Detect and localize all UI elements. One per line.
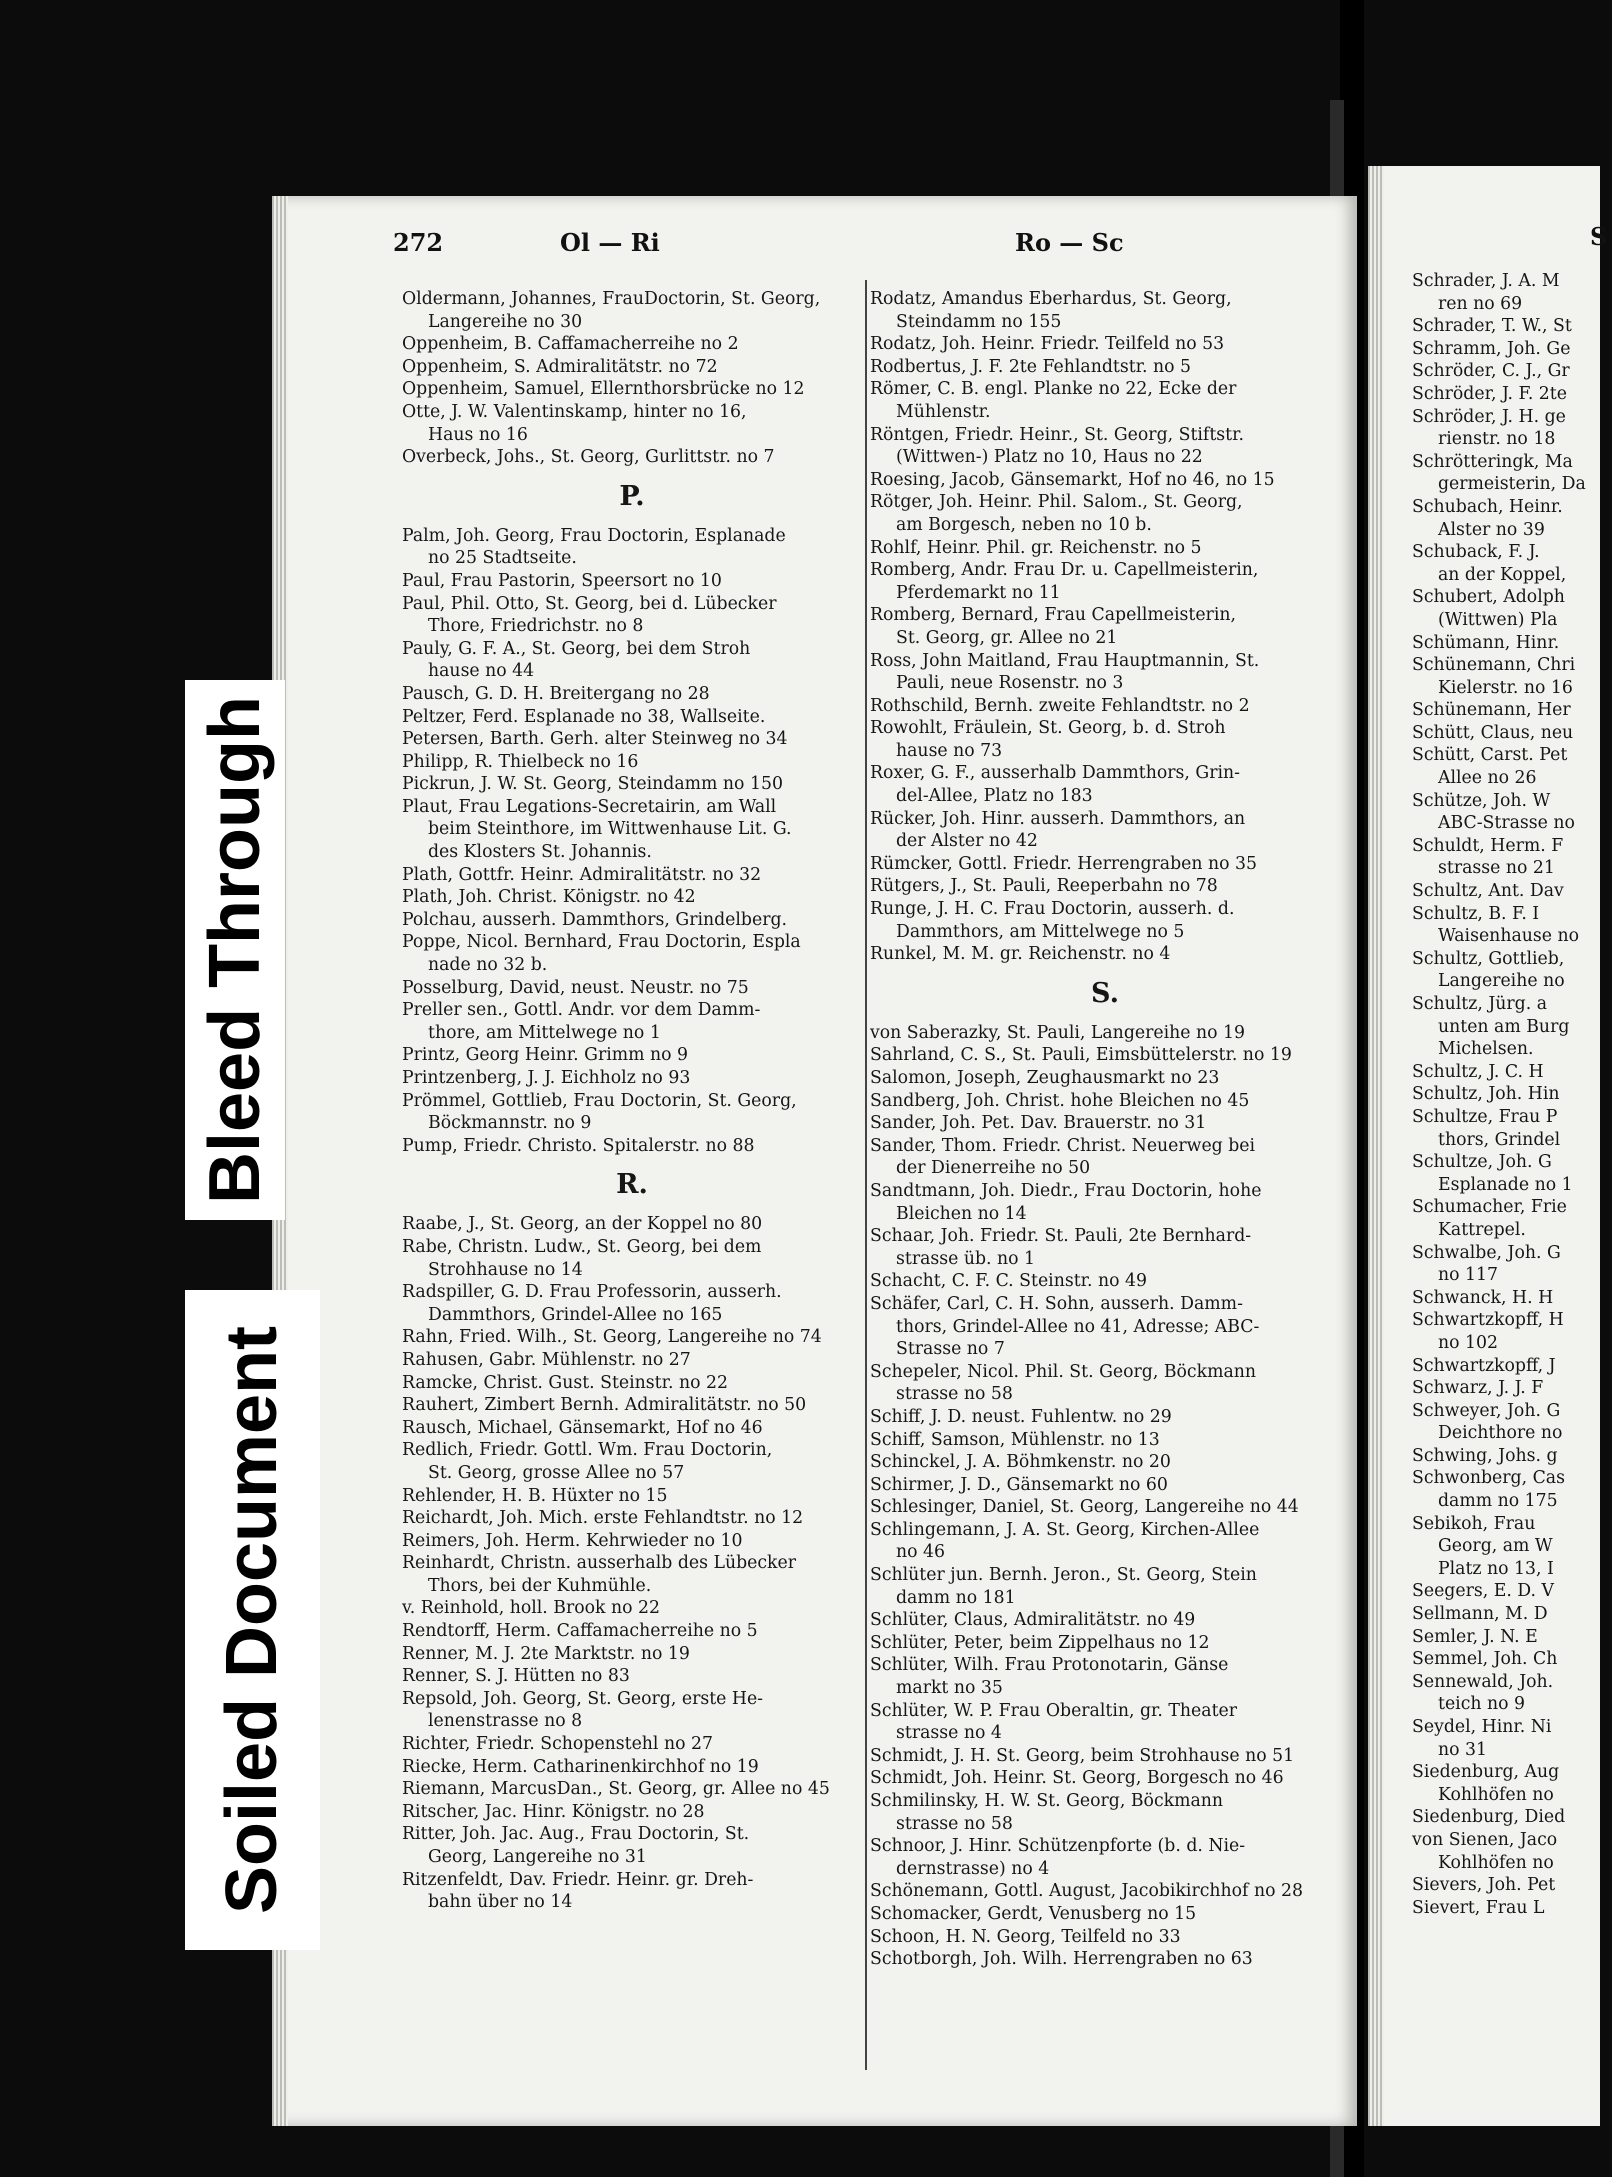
directory-entry: Runge, J. H. C. Frau Doctorin, ausserh. d. xyxy=(870,899,1235,920)
directory-entry: Schlüter, Claus, Admiralitätstr. no 49 xyxy=(870,1610,1196,1631)
directory-entry: Schultz, J. C. H xyxy=(1412,1061,1544,1082)
directory-entry: Poppe, Nicol. Bernhard, Frau Doctorin, Espla xyxy=(402,932,801,953)
directory-entry: Sander, Joh. Pet. Dav. Brauerstr. no 31 xyxy=(870,1113,1207,1134)
directory-entry-continuation: damm no 181 xyxy=(896,1587,1016,1608)
directory-entry: Peltzer, Ferd. Esplanade no 38, Wallseite. xyxy=(402,706,766,727)
directory-entry: Schotborgh, Joh. Wilh. Herrengraben no 63 xyxy=(870,1949,1253,1970)
directory-entry: Schinckel, J. A. Böhmkenstr. no 20 xyxy=(870,1452,1171,1473)
directory-entry: Schuback, F. J. xyxy=(1412,542,1540,563)
directory-entry: Sahrland, C. S., St. Pauli, Eimsbüttelerstr. no 19 xyxy=(870,1045,1292,1066)
directory-entry: Rodatz, Amandus Eberhardus, St. Georg, xyxy=(870,289,1232,309)
directory-entry-continuation: strasse no 58 xyxy=(896,1384,1013,1405)
directory-entry: Radspiller, G. D. Frau Professorin, ausserh. xyxy=(402,1282,782,1303)
directory-entry: Schwing, Johs. g xyxy=(1412,1445,1558,1466)
directory-entry: Schlingemann, J. A. St. Georg, Kirchen-Allee xyxy=(870,1519,1260,1540)
directory-entry: Schütt, Carst. Pet xyxy=(1412,745,1568,766)
directory-entry-continuation: Pauli, neue Rosenstr. no 3 xyxy=(896,673,1124,694)
directory-entry: Paul, Phil. Otto, St. Georg, bei d. Lübecker xyxy=(402,593,777,614)
directory-entry: Rahusen, Gabr. Mühlenstr. no 27 xyxy=(402,1349,691,1370)
directory-entry: Schrötteringk, Ma xyxy=(1412,451,1573,472)
directory-entry: Schultz, Jürg. a xyxy=(1412,994,1548,1014)
directory-entry: Schrader, T. W., St xyxy=(1412,316,1572,337)
directory-entry: Pickrun, J. W. St. Georg, Steindamm no 150 xyxy=(402,774,783,795)
directory-entry: Schwartzkopff, H xyxy=(1412,1310,1564,1331)
directory-entry: Schumacher, Frie xyxy=(1412,1197,1567,1218)
next-page-running-header: S xyxy=(1590,222,1608,251)
soiled-document-text: Soiled Document xyxy=(212,1325,293,1915)
directory-entry-continuation: del-Allee, Platz no 183 xyxy=(896,786,1093,807)
directory-entry: Richter, Friedr. Schopenstehl no 27 xyxy=(402,1734,713,1755)
directory-entry: Schultz, Gottlieb, xyxy=(1412,948,1565,969)
directory-entry-continuation: Deichthore no xyxy=(1438,1423,1563,1444)
directory-entry: Oldermann, Johannes, FrauDoctorin, St. Georg, xyxy=(402,289,821,309)
directory-entry-continuation: rienstr. no 18 xyxy=(1438,429,1556,450)
directory-entry-continuation: teich no 9 xyxy=(1438,1694,1526,1715)
directory-entry: Semler, J. N. E xyxy=(1412,1626,1538,1647)
directory-entry-continuation: Platz no 13, I xyxy=(1438,1558,1554,1579)
directory-entry: Oppenheim, Samuel, Ellernthorsbrücke no 12 xyxy=(402,379,805,400)
directory-entry-continuation: no 46 xyxy=(896,1542,946,1563)
directory-entry: Schmilinsky, H. W. St. Georg, Böckmann xyxy=(870,1791,1224,1811)
directory-entry: Seydel, Hinr. Ni xyxy=(1412,1717,1552,1737)
directory-entry: von Sienen, Jaco xyxy=(1412,1829,1558,1850)
directory-entry: Renner, M. J. 2te Marktstr. no 19 xyxy=(402,1643,690,1664)
directory-entry-continuation: Dammthors, Grindel-Allee no 165 xyxy=(428,1304,723,1325)
directory-entry: Schultz, Joh. Hin xyxy=(1412,1084,1560,1105)
directory-entry: Petersen, Barth. Gerh. alter Steinweg no 34 xyxy=(402,729,788,750)
directory-entry-continuation: Thore, Friedrichstr. no 8 xyxy=(428,616,644,637)
directory-entry: Schubert, Adolph xyxy=(1412,587,1565,608)
directory-entry: Schoon, H. N. Georg, Teilfeld no 33 xyxy=(870,1926,1181,1947)
directory-entry-continuation: Georg, am W xyxy=(1438,1536,1553,1557)
directory-entry: Ritzenfeldt, Dav. Friedr. Heinr. gr. Dreh- xyxy=(402,1869,754,1890)
directory-entry-continuation: Bleichen no 14 xyxy=(896,1203,1027,1224)
directory-entry: Sievert, Frau L xyxy=(1412,1897,1545,1918)
directory-entry: Schultz, Ant. Dav xyxy=(1412,881,1564,902)
directory-entry-continuation: Mühlenstr. xyxy=(896,401,991,422)
directory-entry-continuation: Thors, bei der Kuhmühle. xyxy=(428,1575,652,1596)
directory-entry: Raabe, J., St. Georg, an der Koppel no 80 xyxy=(402,1214,763,1235)
directory-column-left xyxy=(402,288,862,1914)
directory-entry: Schönemann, Gottl. August, Jacobikirchhof no 28 xyxy=(870,1881,1303,1902)
directory-entry-continuation: des Klosters St. Johannis. xyxy=(428,842,652,863)
directory-entry-continuation: unten am Burg xyxy=(1438,1016,1570,1037)
directory-entry: Romberg, Andr. Frau Dr. u. Capellmeisterin, xyxy=(870,560,1259,581)
directory-entry: Pump, Friedr. Christo. Spitalerstr. no 88 xyxy=(402,1135,755,1156)
directory-entry: Reimers, Joh. Herm. Kehrwieder no 10 xyxy=(402,1530,743,1551)
directory-entry: Schweyer, Joh. G xyxy=(1412,1400,1561,1421)
directory-entry: Reinhardt, Christn. ausserhalb des Lübecker xyxy=(402,1553,797,1574)
bleed-through-label xyxy=(185,680,285,1220)
directory-entry: Schröder, J. H. ge xyxy=(1412,406,1566,427)
directory-entry: Ramcke, Christ. Gust. Steinstr. no 22 xyxy=(402,1372,728,1393)
directory-entry: Polchau, ausserh. Dammthors, Grindelberg. xyxy=(402,909,788,930)
directory-entry: Schlüter, Wilh. Frau Protonotarin, Gänse xyxy=(870,1655,1229,1676)
directory-entry: Plath, Joh. Christ. Königstr. no 42 xyxy=(402,887,696,908)
directory-entry: Seegers, E. D. V xyxy=(1412,1581,1555,1602)
directory-entry: Schäfer, Carl, C. H. Sohn, ausserh. Damm- xyxy=(870,1293,1243,1314)
directory-entry-continuation: Strohhause no 14 xyxy=(428,1259,583,1280)
directory-entry: Rabe, Christn. Ludw., St. Georg, bei dem xyxy=(402,1236,762,1257)
directory-entry: Roxer, G. F., ausserhalb Dammthors, Grin- xyxy=(870,763,1240,784)
directory-entry-continuation: Waisenhause no xyxy=(1438,926,1580,947)
directory-entry-continuation: bahn über no 14 xyxy=(428,1892,573,1913)
directory-entry-continuation: no 117 xyxy=(1438,1265,1499,1286)
directory-entry: Rauhert, Zimbert Bernh. Admiralitätstr. no 50 xyxy=(402,1395,807,1416)
directory-entry-continuation: germeisterin, Da xyxy=(1438,474,1586,495)
directory-entry-continuation: der Dienerreihe no 50 xyxy=(896,1158,1091,1179)
directory-entry: Schaar, Joh. Friedr. St. Pauli, 2te Bernhard- xyxy=(870,1226,1252,1247)
directory-entry: Ritscher, Jac. Hinr. Königstr. no 28 xyxy=(402,1801,705,1822)
directory-entry: Schröder, C. J., Gr xyxy=(1412,361,1570,382)
directory-entry: Plaut, Frau Legations-Secretairin, am Wall xyxy=(402,796,777,817)
directory-entry: Plath, Gottfr. Heinr. Admiralitätstr. no 32 xyxy=(402,864,762,885)
directory-entry-continuation: am Borgesch, neben no 10 b. xyxy=(896,514,1152,535)
directory-entry: Siedenburg, Died xyxy=(1412,1807,1566,1828)
directory-entry-continuation: ABC-Strasse no xyxy=(1438,813,1575,834)
directory-column-next-page xyxy=(1412,270,1612,1919)
directory-entry-continuation: Strasse no 7 xyxy=(896,1339,1005,1360)
directory-entry: Schümann, Hinr. xyxy=(1412,632,1560,653)
directory-entry: Schlüter, W. P. Frau Oberaltin, gr. Theater xyxy=(870,1700,1238,1721)
directory-entry: Roesing, Jacob, Gänsemarkt, Hof no 46, no 15 xyxy=(870,469,1275,490)
directory-entry-continuation: Böckmannstr. no 9 xyxy=(428,1113,592,1134)
directory-entry-continuation: strasse no 58 xyxy=(896,1813,1013,1834)
directory-entry-continuation: Langereihe no 30 xyxy=(428,311,583,332)
directory-entry: Schiff, J. D. neust. Fuhlentw. no 29 xyxy=(870,1406,1172,1427)
directory-entry-continuation: beim Steinthore, im Wittwenhause Lit. G. xyxy=(428,819,792,840)
directory-entry: Repsold, Joh. Georg, St. Georg, erste He- xyxy=(402,1688,764,1709)
directory-entry: Schwartzkopff, J xyxy=(1412,1355,1556,1376)
directory-entry: Sievers, Joh. Pet xyxy=(1412,1875,1556,1896)
directory-entry: Romberg, Bernard, Frau Capellmeisterin, xyxy=(870,605,1236,626)
directory-entry: Schwonberg, Cas xyxy=(1412,1468,1565,1489)
directory-entry: Schütze, Joh. W xyxy=(1412,790,1551,811)
directory-entry: Palm, Joh. Georg, Frau Doctorin, Esplanade xyxy=(402,525,786,546)
directory-entry: Redlich, Friedr. Gottl. Wm. Frau Doctorin, xyxy=(402,1440,773,1461)
directory-entry: Schröder, J. F. 2te xyxy=(1412,383,1567,404)
page-number: 272 xyxy=(393,228,444,257)
directory-entry-continuation: strasse üb. no 1 xyxy=(896,1248,1036,1269)
directory-entry: Ritter, Joh. Jac. Aug., Frau Doctorin, St. xyxy=(402,1824,750,1845)
directory-entry-continuation: Langereihe no xyxy=(1438,971,1565,992)
directory-entry: Schnoor, J. Hinr. Schützenpforte (b. d. Nie- xyxy=(870,1836,1246,1857)
directory-entry: Rehlender, H. B. Hüxter no 15 xyxy=(402,1485,668,1506)
directory-entry: Reichardt, Joh. Mich. erste Fehlandtstr. no 12 xyxy=(402,1508,804,1529)
directory-entry: Rausch, Michael, Gänsemarkt, Hof no 46 xyxy=(402,1417,763,1438)
directory-entry: Otte, J. W. Valentinskamp, hinter no 16, xyxy=(402,401,747,422)
right-page-edge xyxy=(1368,166,1384,2126)
directory-entry: Sander, Thom. Friedr. Christ. Neuerweg bei xyxy=(870,1135,1256,1156)
directory-entry: Schuldt, Herm. F xyxy=(1412,835,1564,856)
directory-entry-continuation: lenenstrasse no 8 xyxy=(428,1711,583,1732)
column-divider xyxy=(865,280,867,2070)
directory-entry: Rendtorff, Herm. Caffamacherreihe no 5 xyxy=(402,1621,758,1642)
directory-entry: Paul, Frau Pastorin, Speersort no 10 xyxy=(402,570,722,591)
directory-entry-continuation: markt no 35 xyxy=(896,1678,1003,1699)
directory-entry: Prömmel, Gottlieb, Frau Doctorin, St. Georg, xyxy=(402,1090,797,1111)
directory-entry: Pausch, G. D. H. Breitergang no 28 xyxy=(402,683,710,704)
section-letter: S. xyxy=(1091,977,1119,1009)
directory-entry-continuation: Kielerstr. no 16 xyxy=(1438,677,1573,698)
soiled-document-label xyxy=(185,1290,320,1950)
directory-entry-continuation: damm no 175 xyxy=(1438,1491,1558,1512)
left-running-header: Ol — Ri xyxy=(560,228,660,257)
directory-entry: Schütt, Claus, neu xyxy=(1412,722,1574,743)
directory-entry: Riemann, MarcusDan., St. Georg, gr. Allee no 45 xyxy=(402,1779,830,1800)
directory-entry: Schwanck, H. H xyxy=(1412,1287,1554,1308)
directory-entry: Schlesinger, Daniel, St. Georg, Langereihe no 44 xyxy=(870,1497,1299,1518)
directory-entry: Römer, C. B. engl. Planke no 22, Ecke der xyxy=(870,379,1237,400)
directory-entry-continuation: Georg, Langereihe no 31 xyxy=(428,1847,647,1867)
directory-entry: Sennewald, Joh. xyxy=(1412,1671,1554,1692)
directory-entry-continuation: St. Georg, grosse Allee no 57 xyxy=(428,1462,685,1483)
directory-entry: Pauly, G. F. A., St. Georg, bei dem Stroh xyxy=(402,638,751,659)
directory-entry: Schramm, Joh. Ge xyxy=(1412,338,1571,359)
directory-entry-continuation: Haus no 16 xyxy=(428,424,528,445)
directory-entry-continuation: dernstrasse) no 4 xyxy=(896,1858,1050,1879)
directory-entry-continuation: Kohlhöfen no xyxy=(1438,1784,1554,1805)
directory-entry-continuation: Esplanade no 1 xyxy=(1438,1174,1573,1195)
directory-entry-continuation: Steindamm no 155 xyxy=(896,311,1062,332)
directory-entry: Rötger, Joh. Heinr. Phil. Salom., St. Georg, xyxy=(870,492,1243,513)
directory-entry: Siedenburg, Aug xyxy=(1412,1762,1560,1783)
directory-entry-continuation: Alster no 39 xyxy=(1438,519,1545,540)
directory-entry: Printzenberg, J. J. Eichholz no 93 xyxy=(402,1068,691,1088)
directory-entry-continuation: no 31 xyxy=(1438,1739,1488,1760)
directory-entry-continuation: no 25 Stadtseite. xyxy=(428,548,577,569)
directory-entry: Schwalbe, Joh. G xyxy=(1412,1242,1561,1263)
directory-entry: Schepeler, Nicol. Phil. St. Georg, Böckmann xyxy=(870,1361,1257,1382)
directory-entry-continuation: thors, Grindel xyxy=(1438,1129,1561,1150)
directory-entry-continuation: hause no 44 xyxy=(428,661,535,682)
directory-entry: Schwarz, J. J. F xyxy=(1412,1378,1544,1399)
directory-entry-continuation: strasse no 4 xyxy=(896,1723,1002,1744)
directory-entry-continuation: thore, am Mittelwege no 1 xyxy=(428,1022,661,1043)
directory-entry-continuation: thors, Grindel-Allee no 41, Adresse; ABC- xyxy=(896,1316,1260,1337)
directory-entry: Sandberg, Joh. Christ. hohe Bleichen no 45 xyxy=(870,1090,1250,1111)
directory-entry: Rütgers, J., St. Pauli, Reeperbahn no 78 xyxy=(870,876,1218,897)
directory-entry-continuation: Dammthors, am Mittelwege no 5 xyxy=(896,921,1185,942)
directory-entry: v. Reinhold, holl. Brook no 22 xyxy=(402,1598,661,1619)
directory-entry-continuation: Allee no 26 xyxy=(1438,768,1537,789)
directory-entry: von Saberazky, St. Pauli, Langereihe no 19 xyxy=(870,1022,1245,1043)
directory-entry-continuation: nade no 32 b. xyxy=(428,955,548,976)
right-running-header: Ro — Sc xyxy=(1015,228,1124,257)
directory-entry: Oppenheim, S. Admiralitätstr. no 72 xyxy=(402,356,718,377)
directory-entry-continuation: strasse no 21 xyxy=(1438,858,1555,879)
directory-entry: Schrader, J. A. M xyxy=(1412,271,1560,291)
directory-entry-continuation: no 102 xyxy=(1438,1332,1499,1353)
directory-entry-continuation: der Alster no 42 xyxy=(896,831,1038,852)
directory-entry: Oppenheim, B. Caffamacherreihe no 2 xyxy=(402,334,739,355)
directory-entry-continuation: Michelsen. xyxy=(1438,1039,1534,1060)
directory-entry: Schiff, Samson, Mühlenstr. no 13 xyxy=(870,1429,1160,1450)
directory-entry: Röntgen, Friedr. Heinr., St. Georg, Stiftstr. xyxy=(870,424,1244,445)
directory-entry: Schultze, Frau P xyxy=(1412,1106,1558,1127)
section-letter: P. xyxy=(619,480,645,512)
directory-entry-continuation: Kohlhöfen no xyxy=(1438,1852,1554,1873)
directory-entry: Rowohlt, Fräulein, St. Georg, b. d. Stroh xyxy=(870,718,1226,739)
directory-entry: Schlüter jun. Bernh. Jeron., St. Georg, Stein xyxy=(870,1565,1257,1586)
directory-entry-continuation: an der Koppel, xyxy=(1438,564,1567,585)
directory-entry: Sebikoh, Frau xyxy=(1412,1513,1536,1534)
directory-entry: Schultze, Joh. G xyxy=(1412,1152,1552,1173)
directory-entry: Preller sen., Gottl. Andr. vor dem Damm- xyxy=(402,1000,761,1021)
directory-entry: Philipp, R. Thielbeck no 16 xyxy=(402,751,639,772)
directory-entry: Rodatz, Joh. Heinr. Friedr. Teilfeld no 53 xyxy=(870,334,1225,355)
directory-entry: Schünemann, Chri xyxy=(1412,655,1576,676)
section-letter: R. xyxy=(616,1169,648,1201)
directory-entry: Ross, John Maitland, Frau Hauptmannin, St. xyxy=(870,650,1260,671)
directory-column-right xyxy=(870,288,1340,1971)
directory-entry-continuation: Kattrepel. xyxy=(1438,1219,1526,1240)
directory-entry: Schacht, C. F. C. Steinstr. no 49 xyxy=(870,1271,1148,1292)
directory-entry: Overbeck, Johs., St. Georg, Gurlittstr. no 7 xyxy=(402,447,775,468)
directory-entry-continuation: (Wittwen) Pla xyxy=(1438,609,1558,630)
directory-entry: Runkel, M. M. gr. Reichenstr. no 4 xyxy=(870,944,1171,965)
directory-entry: Schirmer, J. D., Gänsemarkt no 60 xyxy=(870,1474,1168,1495)
directory-entry-continuation: (Wittwen-) Platz no 10, Haus no 22 xyxy=(896,447,1203,468)
directory-entry: Schomacker, Gerdt, Venusberg no 15 xyxy=(870,1903,1197,1924)
directory-entry: Semmel, Joh. Ch xyxy=(1412,1649,1558,1670)
directory-entry: Rothschild, Bernh. zweite Fehlandtstr. no 2 xyxy=(870,695,1250,716)
directory-entry: Rahn, Fried. Wilh., St. Georg, Langereihe no 74 xyxy=(402,1327,822,1348)
directory-entry: Salomon, Joseph, Zeughausmarkt no 23 xyxy=(870,1068,1220,1088)
directory-entry: Schultz, B. F. I xyxy=(1412,903,1540,924)
directory-entry: Riecke, Herm. Catharinenkirchhof no 19 xyxy=(402,1756,759,1777)
directory-entry-continuation: St. Georg, gr. Allee no 21 xyxy=(896,627,1118,648)
directory-entry: Rücker, Joh. Hinr. ausserh. Dammthors, an xyxy=(870,808,1246,829)
directory-entry: Schmidt, Joh. Heinr. St. Georg, Borgesch no 46 xyxy=(870,1768,1284,1789)
directory-entry: Sandtmann, Joh. Diedr., Frau Doctorin, hohe xyxy=(870,1180,1262,1201)
directory-entry: Rümcker, Gottl. Friedr. Herrengraben no 35 xyxy=(870,853,1258,874)
directory-entry: Schünemann, Her xyxy=(1412,700,1571,721)
directory-entry: Schmidt, J. H. St. Georg, beim Strohhause no 51 xyxy=(870,1745,1295,1766)
bleed-through-text: Bleed Through xyxy=(195,696,276,1204)
directory-entry: Sellmann, M. D xyxy=(1412,1604,1548,1625)
directory-entry: Printz, Georg Heinr. Grimm no 9 xyxy=(402,1045,689,1066)
directory-entry: Posselburg, David, neust. Neustr. no 75 xyxy=(402,977,749,998)
directory-entry: Renner, S. J. Hütten no 83 xyxy=(402,1666,630,1687)
directory-entry: Rohlf, Heinr. Phil. gr. Reichenstr. no 5 xyxy=(870,537,1202,558)
directory-entry-continuation: ren no 69 xyxy=(1438,293,1523,314)
directory-entry: Rodbertus, J. F. 2te Fehlandtstr. no 5 xyxy=(870,356,1192,377)
directory-entry: Schlüter, Peter, beim Zippelhaus no 12 xyxy=(870,1632,1210,1653)
directory-entry-continuation: hause no 73 xyxy=(896,740,1003,761)
directory-entry-continuation: Pferdemarkt no 11 xyxy=(896,582,1061,603)
directory-entry: Schubach, Heinr. xyxy=(1412,496,1563,517)
